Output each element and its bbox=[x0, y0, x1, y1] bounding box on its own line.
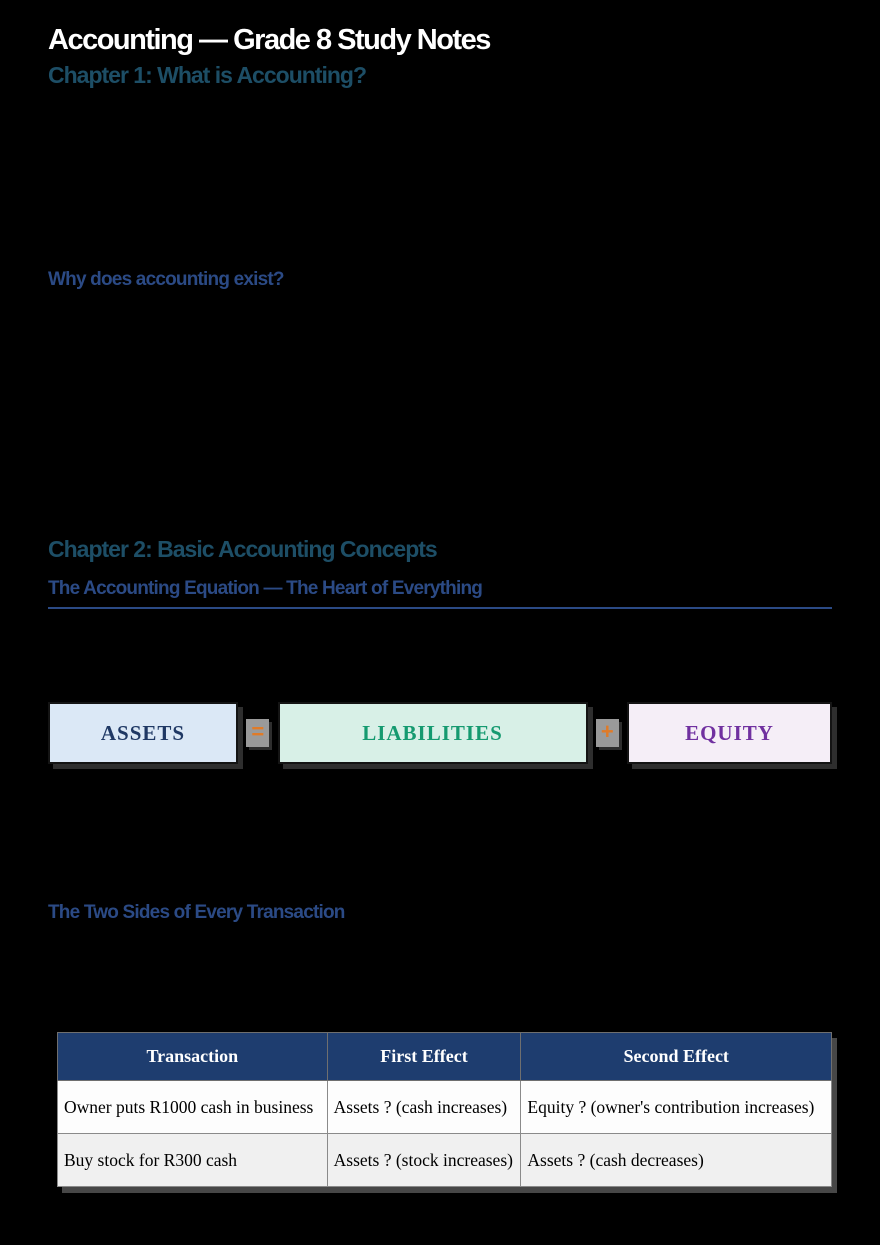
header-second-effect: Second Effect bbox=[521, 1033, 832, 1081]
liabilities-label: LIABILITIES bbox=[362, 720, 503, 745]
equals-sign: = bbox=[246, 719, 269, 747]
accounting-equation-heading: The Accounting Equation — The Heart of Everything bbox=[48, 578, 832, 609]
cell-first-effect: Assets ? (cash increases) bbox=[327, 1081, 521, 1134]
equity-label: EQUITY bbox=[685, 720, 774, 745]
two-sides-heading: The Two Sides of Every Transaction bbox=[48, 902, 345, 923]
accounting-equation-diagram bbox=[48, 701, 832, 765]
equals-operator-wrap bbox=[238, 719, 278, 747]
chapter-1-heading: Chapter 1: What is Accounting? bbox=[48, 62, 366, 88]
chapter-2-heading: Chapter 2: Basic Accounting Concepts bbox=[48, 536, 437, 562]
cell-first-effect: Assets ? (stock increases) bbox=[327, 1134, 521, 1187]
header-transaction: Transaction bbox=[58, 1033, 328, 1081]
transaction-effects-table bbox=[57, 1032, 832, 1187]
table-header-row bbox=[58, 1033, 832, 1081]
assets-label: ASSETS bbox=[100, 720, 186, 745]
assets-box bbox=[48, 702, 238, 764]
cell-transaction: Buy stock for R300 cash bbox=[58, 1134, 328, 1187]
table-row bbox=[58, 1134, 832, 1187]
why-accounting-heading: Why does accounting exist? bbox=[48, 269, 284, 290]
cell-second-effect: Assets ? (cash decreases) bbox=[521, 1134, 832, 1187]
plus-sign: + bbox=[596, 719, 619, 747]
equity-box bbox=[627, 702, 832, 764]
cell-second-effect: Equity ? (owner's contribution increases) bbox=[521, 1081, 832, 1134]
header-first-effect: First Effect bbox=[327, 1033, 521, 1081]
liabilities-box bbox=[278, 702, 588, 764]
table-row bbox=[58, 1081, 832, 1134]
cell-transaction: Owner puts R1000 cash in business bbox=[58, 1081, 328, 1134]
document-title: Accounting — Grade 8 Study Notes bbox=[48, 24, 490, 56]
plus-operator-wrap bbox=[588, 719, 628, 747]
